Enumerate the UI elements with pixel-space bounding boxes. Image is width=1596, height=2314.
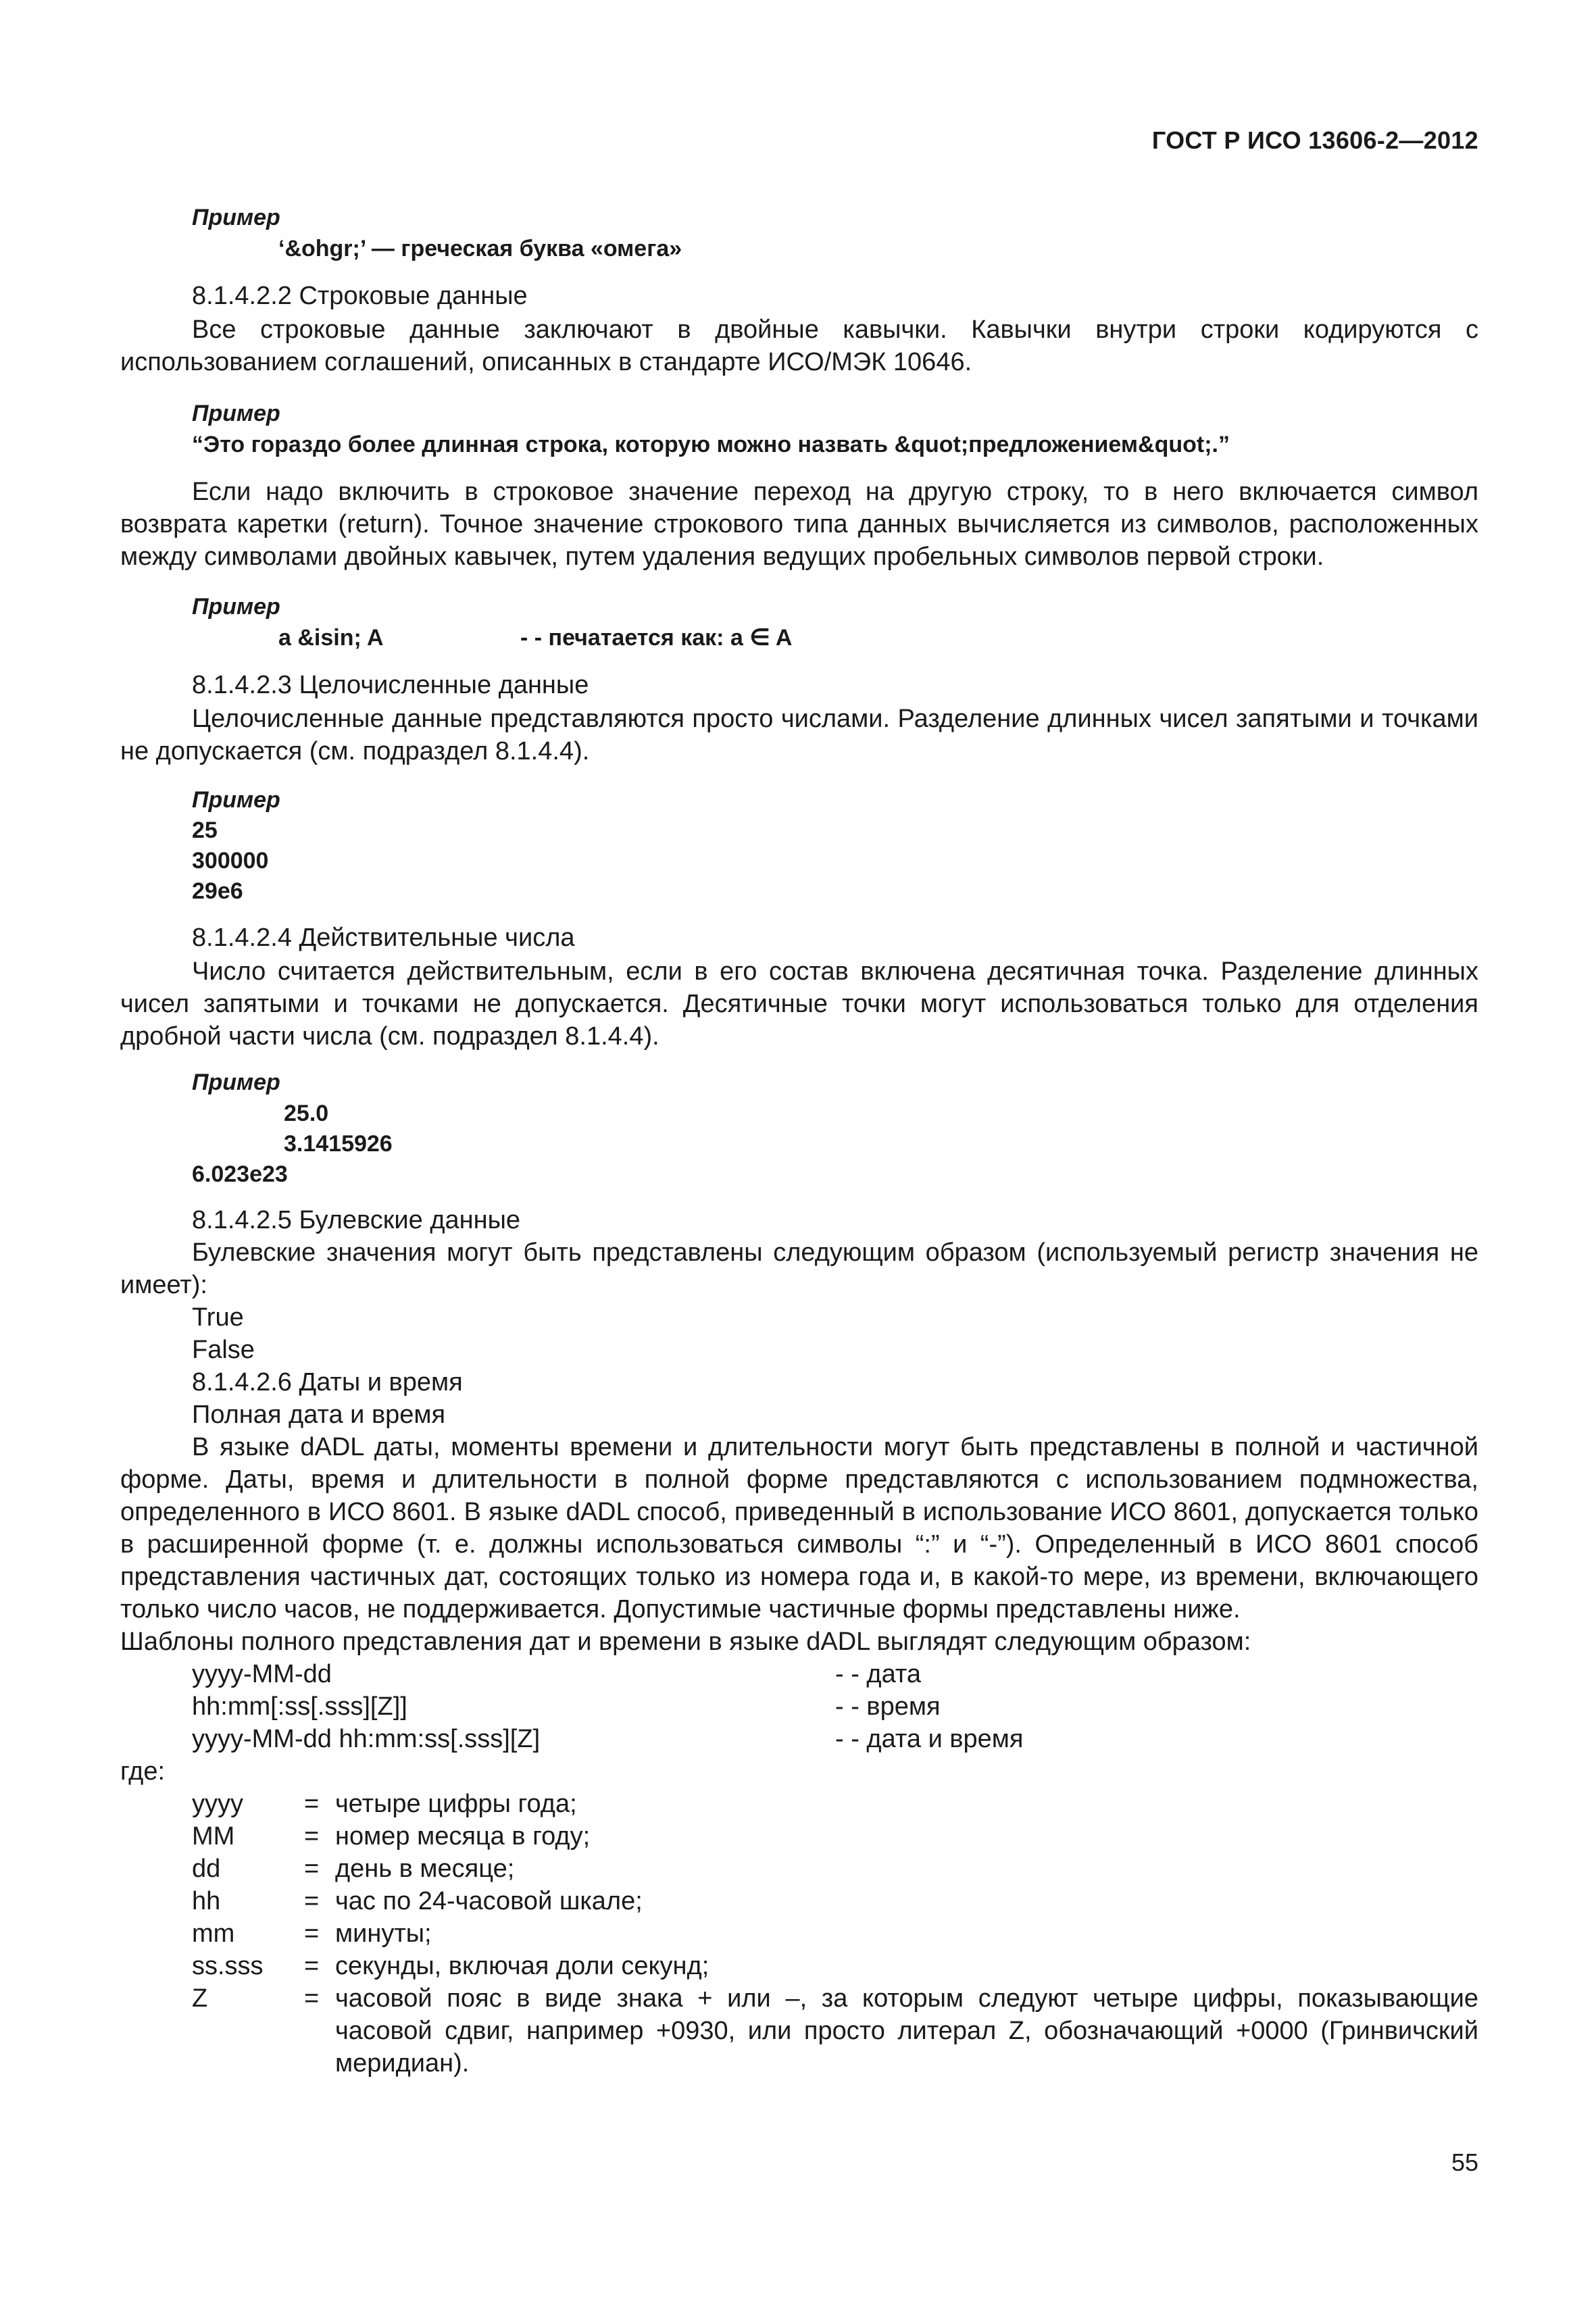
where-label: где: bbox=[120, 1757, 166, 1786]
page-number: 55 bbox=[1451, 2148, 1478, 2176]
example-label: Пример bbox=[192, 1070, 280, 1095]
definition-equals: = bbox=[304, 1790, 320, 1818]
definition-text: номер месяца в году; bbox=[335, 1822, 591, 1851]
definition-equals: = bbox=[304, 1822, 320, 1851]
definition-equals: = bbox=[304, 1855, 320, 1883]
paragraph-dates: В языке dADL даты, моменты времени и длительности могут быть представлены в полной и частичной форме. Даты, время и длительности в полной форме представляются с использованием подмножества, определенного в ИСО 8601. В языке dADL способ, приведенный в использование ИСО 8601, допускается только в расширенной форме (т. е. должны использоваться символы “:” и “-”). Определенный в ИСО 8601 способ представления частичных дат, состоящих только из номера года и, в какой-то мере, из времени, включающего только число часов, не поддерживается. Допустимые частичные формы представлены ниже. bbox=[120, 1433, 1478, 1624]
definition-symbol: hh bbox=[192, 1887, 221, 1915]
example-isin-source: a &isin; A bbox=[278, 625, 384, 651]
template-comment: - - дата и время bbox=[835, 1725, 1024, 1753]
paragraph-templates-intro: Шаблоны полного представления дат и времени в языке dADL выглядят следующим образом: bbox=[120, 1628, 1251, 1656]
paragraph-integers: Целочисленные данные представляются просто числами. Разделение длинных чисел запятыми и точками не допускается (см. подраздел 8.1.4.4). bbox=[120, 705, 1478, 765]
definition-symbol: MM bbox=[192, 1822, 235, 1851]
definition-symbol: dd bbox=[192, 1855, 221, 1883]
example-label: Пример bbox=[192, 594, 280, 620]
example-long-string: “Это гораздо более длинная строка, которую можно назвать &quot;предложением&quot;.” bbox=[192, 432, 1230, 457]
section-8-1-4-2-5-heading: 8.1.4.2.5 Булевские данные bbox=[192, 1206, 521, 1234]
template-pattern: hh:mm[:ss[.sss][Z]] bbox=[192, 1692, 407, 1721]
example-label: Пример bbox=[192, 401, 280, 426]
example-label: Пример bbox=[192, 205, 280, 230]
template-comment: - - дата bbox=[835, 1660, 922, 1688]
boolean-value-false: False bbox=[192, 1336, 255, 1364]
example-label: Пример bbox=[192, 787, 280, 813]
example-integer: 300000 bbox=[192, 848, 269, 874]
template-pattern: yyyy-MM-dd hh:mm:ss[.sss][Z] bbox=[192, 1725, 541, 1753]
definition-equals: = bbox=[304, 1952, 320, 1980]
document-header: ГОСТ Р ИСО 13606-2—2012 bbox=[1151, 126, 1478, 154]
example-real: 6.023e23 bbox=[192, 1161, 288, 1187]
definition-text: секунды, включая доли секунд; bbox=[335, 1952, 709, 1980]
paragraph-strings: Все строковые данные заключают в двойные кавычки. Кавычки внутри строки кодируются с использованием соглашений, описанных в стандарте ИСО/МЭК 10646. bbox=[120, 316, 1478, 376]
definition-text: часовой пояс в виде знака + или –, за которым следуют четыре цифры, показывающие часовой сдвиг, например +0930, или просто литерал Z, обозначающий +0000 (Гринвичский меридиан). bbox=[335, 1984, 1478, 2078]
example-isin-printed: - - печатается как: a ∈ A bbox=[520, 625, 793, 651]
boolean-value-true: True bbox=[192, 1303, 244, 1332]
definition-text: четыре цифры года; bbox=[335, 1790, 577, 1818]
definition-symbol: yyyy bbox=[192, 1790, 243, 1818]
definition-symbol: Z bbox=[192, 1984, 208, 2013]
example-integer: 25 bbox=[192, 818, 218, 843]
section-8-1-4-2-4-heading: 8.1.4.2.4 Действительные числа bbox=[192, 924, 575, 952]
definition-equals: = bbox=[304, 1919, 320, 1948]
example-real: 25.0 bbox=[284, 1101, 329, 1126]
definition-equals: = bbox=[304, 1984, 320, 2013]
definition-symbol: mm bbox=[192, 1919, 235, 1948]
subheading-full-date-time: Полная дата и время bbox=[192, 1401, 446, 1429]
example-real: 3.1415926 bbox=[284, 1131, 393, 1157]
section-8-1-4-2-2-heading: 8.1.4.2.2 Строковые данные bbox=[192, 282, 528, 310]
definition-equals: = bbox=[304, 1887, 320, 1915]
example-omega: ‘&ohgr;’ — греческая буква «омега» bbox=[278, 236, 682, 261]
definition-text: минуты; bbox=[335, 1919, 432, 1948]
section-8-1-4-2-6-heading: 8.1.4.2.6 Даты и время bbox=[192, 1368, 463, 1397]
definition-symbol: ss.sss bbox=[192, 1952, 264, 1980]
paragraph-boolean: Булевские значения могут быть представлены следующим образом (используемый регистр значения не имеет): bbox=[120, 1238, 1478, 1299]
template-pattern: yyyy-MM-dd bbox=[192, 1660, 332, 1688]
template-comment: - - время bbox=[835, 1692, 941, 1721]
definition-text: час по 24-часовой шкале; bbox=[335, 1887, 643, 1915]
example-integer: 29e6 bbox=[192, 878, 243, 904]
paragraph-reals: Число считается действительным, если в его состав включена десятичная точка. Разделение длинных чисел запятыми и точками не допускается. Десятичные точки могут использоваться только для отделения дробной части числа (см. подраздел 8.1.4.4). bbox=[120, 957, 1478, 1051]
paragraph-carriage-return: Если надо включить в строковое значение переход на другую строку, то в него включается символ возврата каретки (return). Точное значение строкового типа данных вычисляется из символов, расположенных между символами двойных кавычек, путем удаления ведущих пробельных символов первой строки. bbox=[120, 478, 1478, 571]
section-8-1-4-2-3-heading: 8.1.4.2.3 Целочисленные данные bbox=[192, 671, 589, 699]
definition-text: день в месяце; bbox=[335, 1855, 515, 1883]
